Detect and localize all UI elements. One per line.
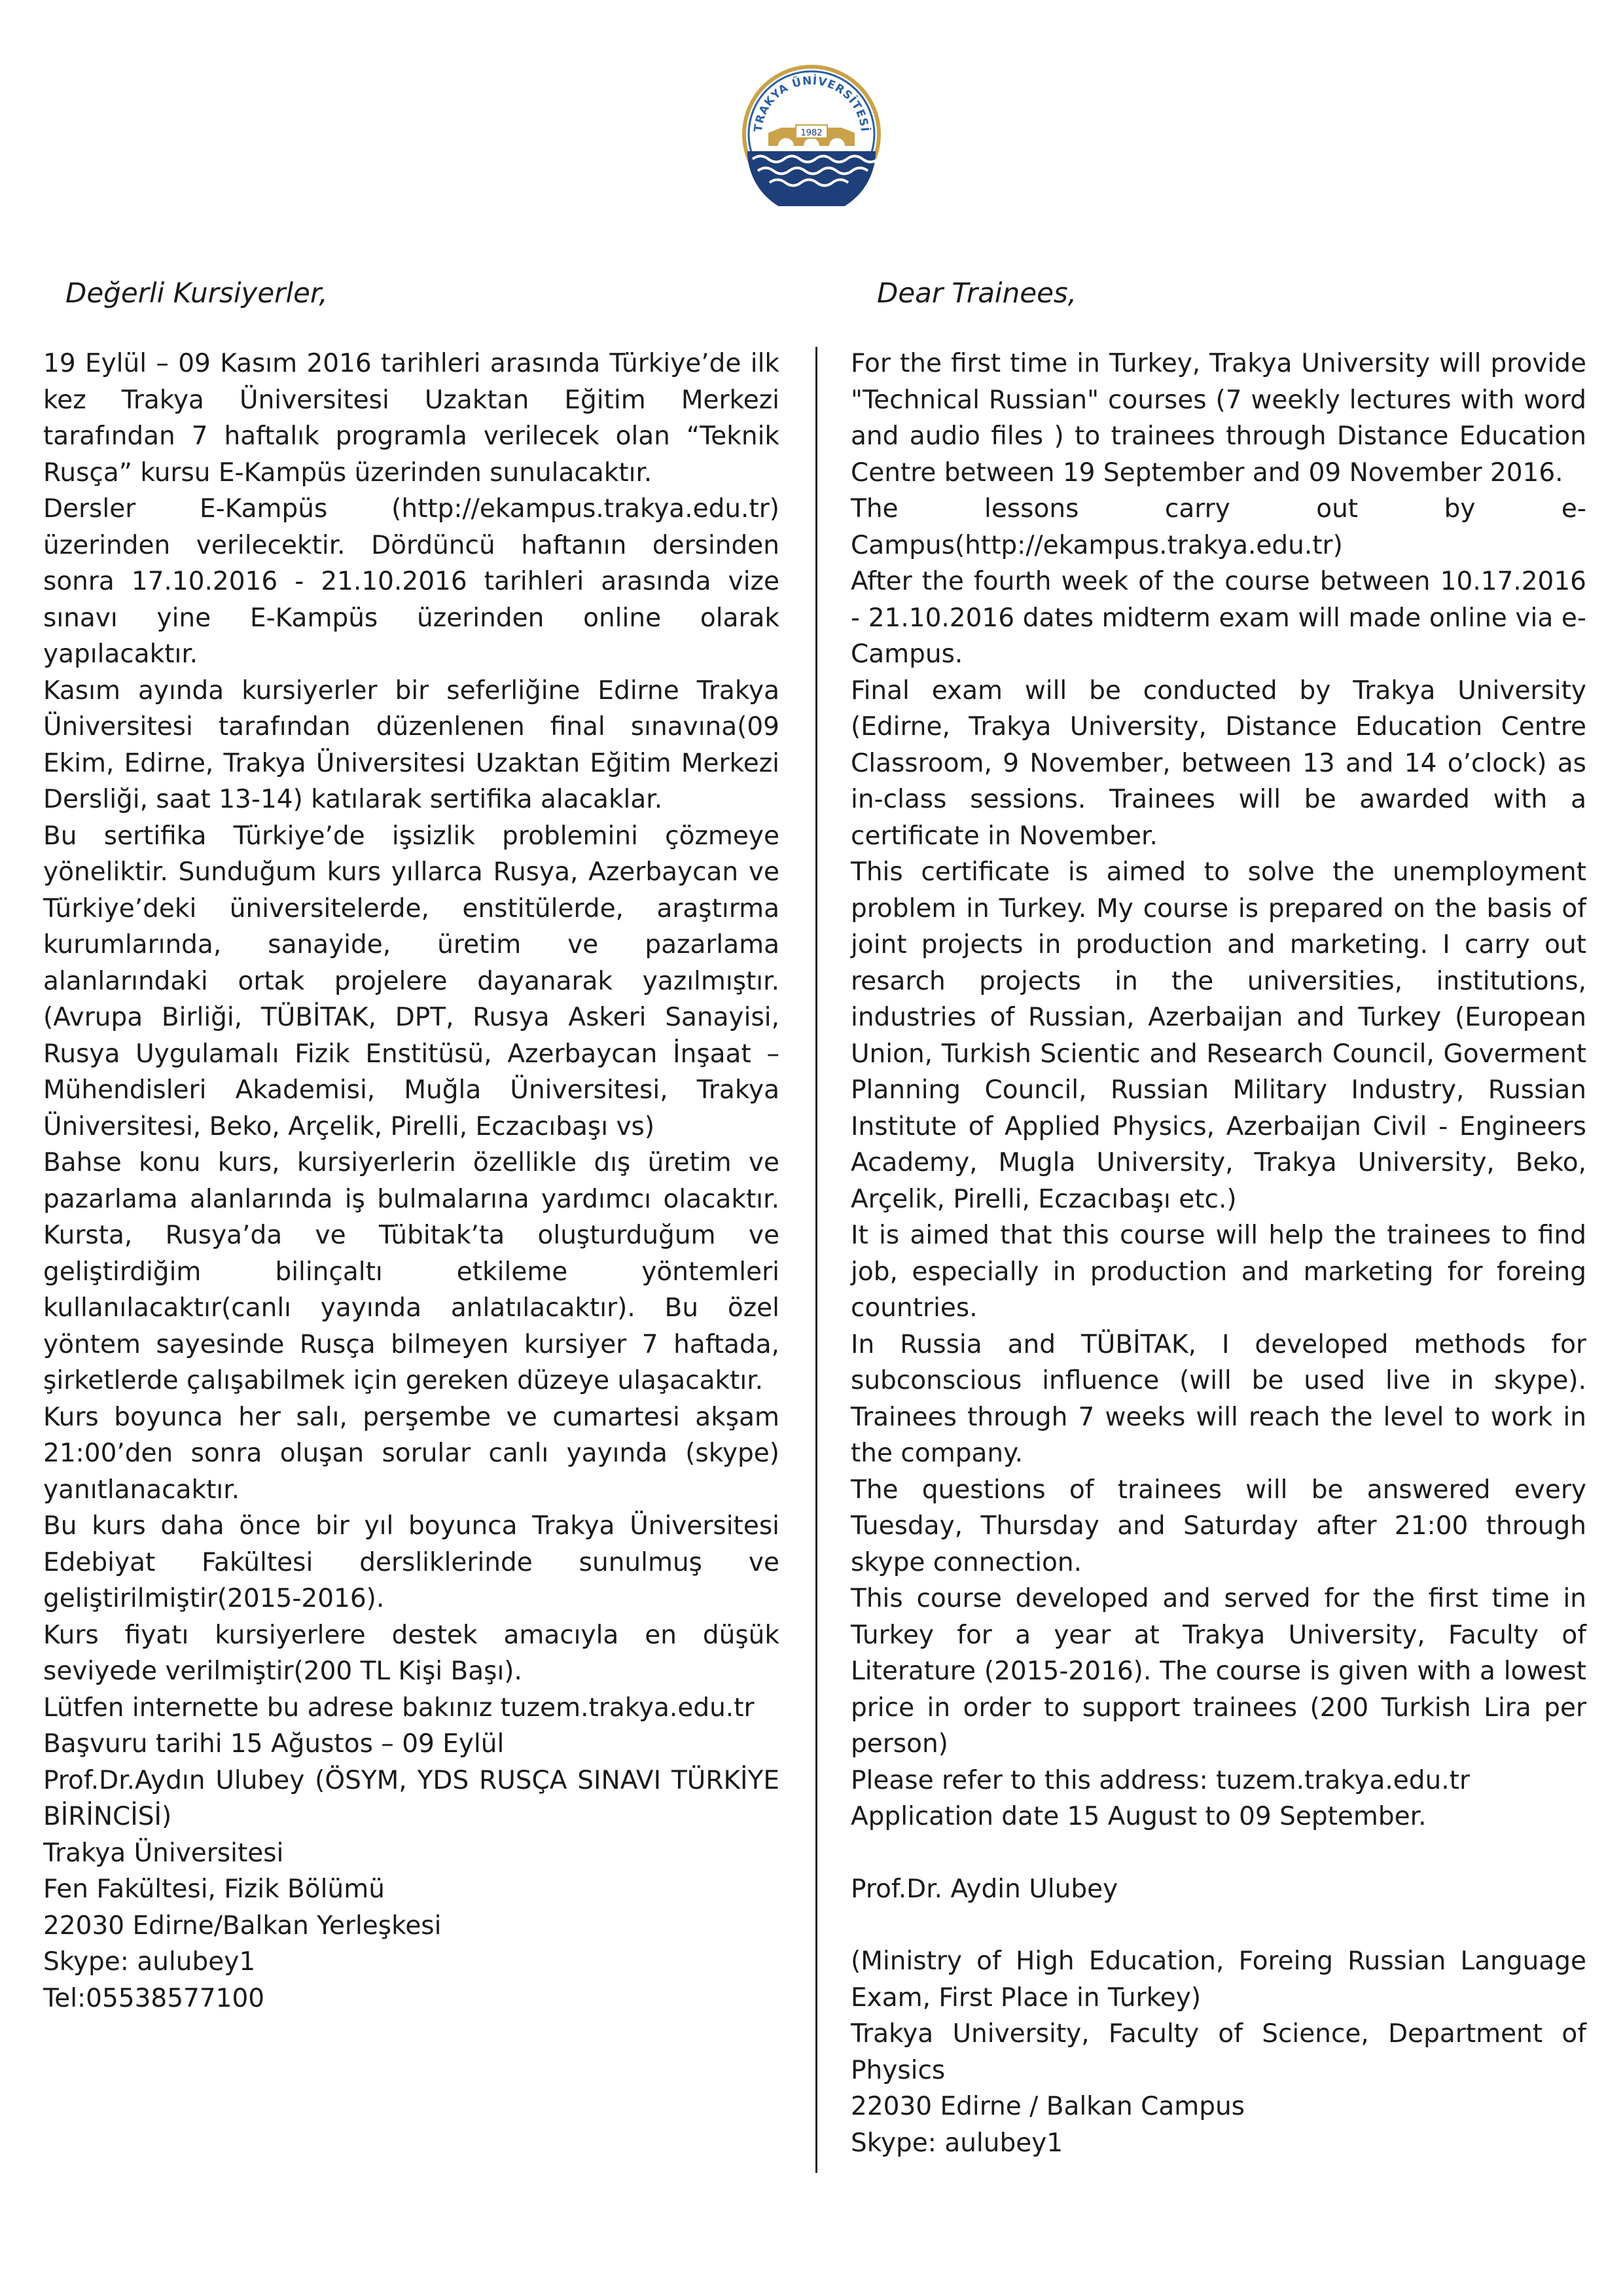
contact-line: Tel:05538577100 — [43, 1983, 265, 2013]
paragraph: In Russia and TÜBİTAK, I developed methods for subconscious influence (will be used live in skype). Trainees through 7 weeks will reach the level to work in the company. — [851, 1329, 1586, 1468]
contact-line: Skype: aulubey1 — [43, 1947, 256, 1977]
paragraph: Dersler E-Kampüs (http://ekampus.trakya.edu.tr) üzerinden verilecektir. Dördüncü haftanın dersinden sonra 17.10.2016 - 21.10.2016 tarihleri arasında vize sınavı yine E-Kampüs üzerinden online olarak yapılacaktır. — [43, 494, 779, 669]
paragraph: It is aimed that this course will help the trainees to find job, especially in production and marketing for foreing countries. — [851, 1221, 1586, 1323]
paragraph: For the first time in Turkey, Trakya University will provide "Technical Russian" courses (7 weekly lectures with word and audio files ) to trainees through Distance Education Centre between 19 September and 09 November 2016. — [851, 349, 1586, 488]
paragraph: This certificate is aimed to solve the unemployment problem in Turkey. My course is prepared on the basis of joint projects in production and marketing. I carry out resarch projects in the universities, institutions, industries of Russian, Azerbaijan and Turkey (European Union, Turkish Scientic and Research Council, Goverment Planning Council, Russian Military Industry, Russian Institute of Applied Physics, Azerbaijan Civil - Engineers Academy, Mugla University, Trakya University, Beko, Arçelik, Pirelli, Eczacıbaşı etc.) — [851, 857, 1586, 1214]
logo-year: 1982 — [800, 128, 823, 138]
greeting-english: Dear Trainees, — [877, 277, 1077, 309]
application-date: Application date 15 August to 09 September. — [851, 1802, 1427, 1831]
contact-line: 22030 Edirne / Balkan Campus — [851, 2092, 1245, 2121]
paragraph: Final exam will be conducted by Trakya University (Edirne, Trakya University, Distance Education Centre Classroom, 9 November, between 13 and 14 o’clock) as in-class sessions. Trainees will be awarded with a certificate in November. — [851, 675, 1586, 851]
paragraph: This course developed and served for the first time in Turkey for a year at Trakya University, Faculty of Literature (2015-2016). The course is given with a lowest price in order to support trainees (200 Turkish Lira per person) — [851, 1584, 1586, 1759]
paragraph: Bahse konu kurs, kursiyerlerin özellikle dış üretim ve pazarlama alanlarında iş bulmalarına yardımcı olacaktır. Kursta, Rusya’da ve Tübitak’ta oluşturduğum ve geliştirdiğim bilinçaltı etkileme yöntemleri kullanılacaktır(canlı yayında anlatılacaktır). Bu özel yöntem sayesinde Rusça bilmeyen kursiyer 7 haftada, şirketlerde çalışabilmek için gereken düzeye ulaşacaktır. — [43, 1148, 779, 1395]
english-column — [851, 346, 1586, 2161]
contact-line: Skype: aulubey1 — [851, 2128, 1063, 2158]
paragraph: The questions of trainees will be answered every Tuesday, Thursday and Saturday after 21:00 through skype connection. — [851, 1475, 1586, 1577]
paragraph: Bu sertifika Türkiye’de işsizlik problemini çözmeye yöneliktir. Sunduğum kurs yıllarca Rusya, Azerbaycan ve Türkiye’deki üniversitelerde, enstitülerde, araştırma kurumlarında, sanayide, üretim ve pazarlama alanlarındaki ortak projelere dayanarak yazılmıştır. (Avrupa Birliği, TÜBİTAK, DPT, Rusya Askeri Sanayisi, Rusya Uygulamalı Fizik Enstitüsü, Azerbaycan İnşaat – Mühendisleri Akademisi, Muğla Üniversitesi, Trakya Üniversitesi, Beko, Arçelik, Pirelli, Eczacıbaşı vs) — [43, 821, 779, 1141]
column-divider — [815, 347, 817, 2173]
contact-line: Fen Fakültesi, Fizik Bölümü — [43, 1874, 385, 1904]
greeting-turkish: Değerli Kursiyerler, — [65, 277, 328, 309]
refer-address: Please refer to this address: tuzem.trakya.edu.tr — [851, 1765, 1470, 1795]
signature: Prof.Dr.Aydın Ulubey (ÖSYM, YDS RUSÇA SINAVI TÜRKİYE BİRİNCİSİ) — [43, 1765, 779, 1831]
paragraph: Lütfen internette bu adrese bakınız tuzem.trakya.edu.tr — [43, 1693, 755, 1723]
contact-line: 22030 Edirne/Balkan Yerleşkesi — [43, 1910, 442, 1941]
turkish-column — [43, 346, 779, 2017]
paragraph: 19 Eylül – 09 Kasım 2016 tarihleri arasında Türkiye’de ilk kez Trakya Üniversitesi Uzaktan Eğitim Merkezi tarafından 7 haftalık programla verilecek olan “Teknik Rusça” kursu E-Kampüs üzerinden sunulacaktır. — [43, 349, 779, 488]
application-date: Başvuru tarihi 15 Ağustos – 09 Eylül — [43, 1729, 505, 1759]
logo-arc-text: TRAKYA ÜNİVERSİTESİ — [751, 74, 871, 133]
signature: Prof.Dr. Aydin Ulubey — [851, 1874, 1118, 1904]
paragraph: After the fourth week of the course between 10.17.2016 - 21.10.2016 dates midterm exam will made online via e-Campus. — [851, 567, 1586, 669]
credentials: (Ministry of High Education, Foreing Russian Language Exam, First Place in Turkey) — [851, 1946, 1586, 2013]
contact-line: Trakya Üniversitesi — [43, 1838, 284, 1868]
paragraph: Bu kurs daha önce bir yıl boyunca Trakya Üniversitesi Edebiyat Fakültesi derslikleri̇nde sunulmuş ve geliştirilmiştir(2015-2016). — [43, 1511, 779, 1613]
paragraph: Kurs boyunca her salı, perşembe ve cumartesi akşam 21:00’den sonra oluşan sorular canlı yayında (skype) yanıtlanacaktır. — [43, 1402, 779, 1505]
paragraph: Kasım ayında kursiyerler bir seferliğine Edirne Trakya Üniversitesi tarafından düzenlenen final sınavına(09 Ekim, Edirne, Trakya Üniversitesi Uzaktan Eğitim Merkezi Dersliği, saat 13-14) katılarak sertifika alacaklar. — [43, 675, 779, 814]
university-logo — [740, 62, 883, 206]
paragraph: The lessons carry out by e-Campus(http://ekampus.trakya.edu.tr) — [851, 494, 1586, 560]
paragraph: Kurs fiyatı kursiyerlere destek amacıyla en düşük seviyede verilmiştir(200 TL Kişi Başı). — [43, 1620, 779, 1686]
contact-line: Trakya University, Faculty of Science, Department of Physics — [851, 2019, 1586, 2085]
